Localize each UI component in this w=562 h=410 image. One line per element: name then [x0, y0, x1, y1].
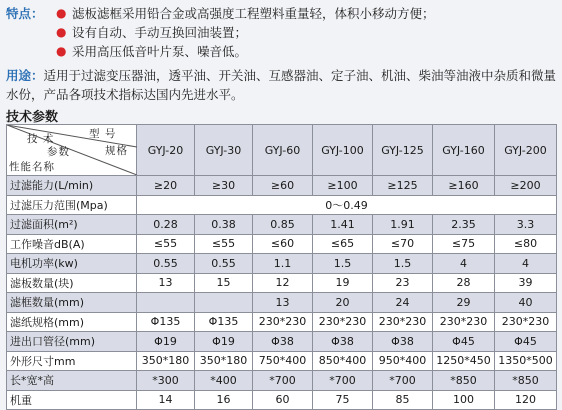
table-cell: 20: [313, 293, 373, 313]
feature-row-1: [6, 4, 558, 23]
features-section: [6, 4, 558, 61]
model-header: GYJ-30: [195, 125, 253, 176]
table-cell: Φ19: [137, 332, 195, 352]
table-row: [7, 234, 557, 254]
table-cell: ≥30: [195, 176, 253, 196]
table-cell: 39: [495, 273, 557, 293]
table-row: [7, 176, 557, 196]
table-cell: 1350*500: [495, 351, 557, 371]
table-cell: 230*230: [313, 312, 373, 332]
row-label: 过滤压力范围(Mpa): [7, 195, 137, 215]
usage-text: 适用于过滤变压器油，透平油、开关油、互感器油、定子油、机油、柴油等油液中杂质和微量水份，产品各项技术指标达国内先进水平。: [6, 68, 557, 102]
feature-item: 采用高压低音叶片泵、噪音低。: [72, 44, 248, 59]
table-cell: 230*230: [433, 312, 495, 332]
table-cell: ≥125: [373, 176, 433, 196]
table-cell: 14: [137, 390, 195, 410]
table-cell: 1.5: [313, 254, 373, 274]
table-cell: *300: [137, 371, 195, 391]
table-row: [7, 195, 557, 215]
table-row: [7, 273, 557, 293]
row-label: 外形尺寸mm: [7, 351, 137, 371]
table-cell: ≤70: [373, 234, 433, 254]
table-cell: 4: [495, 254, 557, 274]
table-cell: 29: [433, 293, 495, 313]
table-cell: Φ45: [495, 332, 557, 352]
table-cell: ≤60: [253, 234, 313, 254]
table-cell: ≤55: [137, 234, 195, 254]
model-header: GYJ-200: [495, 125, 557, 176]
table-cell: 1250*450: [433, 351, 495, 371]
table-row: [7, 293, 557, 313]
table-cell: *700: [373, 371, 433, 391]
table-cell: *850: [495, 371, 557, 391]
table-row: [7, 390, 557, 410]
table-cell: 13: [137, 273, 195, 293]
bullet-icon: ●: [56, 6, 67, 20]
table-row: [7, 254, 557, 274]
header-perf-label: 性能名称: [9, 161, 55, 173]
table-cell: ≥200: [495, 176, 557, 196]
header-spec-label: 规格: [105, 145, 128, 157]
row-label: 过滤能力(L/min): [7, 176, 137, 196]
table-cell: 750*400: [253, 351, 313, 371]
feature-row-2: [6, 23, 558, 42]
table-cell: ≤75: [433, 234, 495, 254]
table-cell: 12: [253, 273, 313, 293]
table-cell: 850*400: [313, 351, 373, 371]
table-cell: 16: [195, 390, 253, 410]
table-cell: ≤80: [495, 234, 557, 254]
table-cell: Φ45: [433, 332, 495, 352]
diagonal-header-cell: [7, 125, 137, 176]
row-label: 工作噪音dB(A): [7, 234, 137, 254]
table-cell: 1.5: [373, 254, 433, 274]
table-cell: 350*180: [195, 351, 253, 371]
row-label: 长*宽*高: [7, 371, 137, 391]
row-label: 机重: [7, 390, 137, 410]
features-label: 特点：: [6, 6, 44, 21]
table-cell: ≤55: [195, 234, 253, 254]
table-cell: *850: [433, 371, 495, 391]
table-cell: 4: [433, 254, 495, 274]
table-cell: 0.85: [253, 215, 313, 235]
tech-params-title: 技术参数: [6, 110, 59, 125]
model-header: GYJ-100: [313, 125, 373, 176]
table-cell: 85: [373, 390, 433, 410]
table-cell: 60: [253, 390, 313, 410]
usage-section: [6, 66, 558, 104]
table-cell: ≥20: [137, 176, 195, 196]
table-cell: *400: [195, 371, 253, 391]
table-cell: Φ38: [373, 332, 433, 352]
table-cell: Φ38: [313, 332, 373, 352]
row-label: 滤纸规格(mm): [7, 312, 137, 332]
table-cell: *700: [313, 371, 373, 391]
table-cell: 120: [495, 390, 557, 410]
table-cell: 0.55: [195, 254, 253, 274]
table-cell: ≥100: [313, 176, 373, 196]
feature-item: 设有自动、手动互换回油装置；: [72, 25, 248, 40]
spec-table: [6, 124, 556, 410]
table-cell: 350*180: [137, 351, 195, 371]
table-cell: 950*400: [373, 351, 433, 371]
header-tech-label: 技 术: [27, 133, 55, 145]
table-cell: 1.1: [253, 254, 313, 274]
table-row: [7, 332, 557, 352]
table-row: [7, 312, 557, 332]
table-cell: [195, 293, 253, 313]
table-header-row: [7, 125, 557, 176]
table-row: [7, 215, 557, 235]
table-cell: 2.35: [433, 215, 495, 235]
table-cell: 3.3: [495, 215, 557, 235]
table-cell: [137, 293, 195, 313]
table-cell: Φ135: [137, 312, 195, 332]
model-header: GYJ-20: [137, 125, 195, 176]
row-label: 进出口管径(mm): [7, 332, 137, 352]
header-params-label: 参数: [47, 146, 70, 158]
table-cell: 0.28: [137, 215, 195, 235]
table-cell: ≥160: [433, 176, 495, 196]
table-cell: Φ19: [195, 332, 253, 352]
bullet-icon: ●: [56, 25, 67, 39]
table-cell: 13: [253, 293, 313, 313]
table-cell: 24: [373, 293, 433, 313]
table-cell: 0～0.49: [137, 195, 557, 215]
usage-label: 用途：: [6, 68, 44, 83]
table-cell: 230*230: [495, 312, 557, 332]
row-label: 滤板数量(块): [7, 273, 137, 293]
table-cell: 1.41: [313, 215, 373, 235]
table-cell: 19: [313, 273, 373, 293]
table-cell: 1.91: [373, 215, 433, 235]
table-cell: 23: [373, 273, 433, 293]
row-label: 电机功率(kw): [7, 254, 137, 274]
table-cell: ≥60: [253, 176, 313, 196]
table-cell: 28: [433, 273, 495, 293]
feature-row-3: [6, 42, 558, 61]
row-label: 滤框数量(mm): [7, 293, 137, 313]
table-cell: 0.55: [137, 254, 195, 274]
table-cell: 230*230: [373, 312, 433, 332]
bullet-icon: ●: [56, 44, 67, 58]
feature-item: 滤板滤框采用铅合金或高强度工程塑料重量轻，体积小移动方便；: [72, 6, 435, 21]
table-cell: 230*230: [253, 312, 313, 332]
table-cell: 75: [313, 390, 373, 410]
table-cell: 0.38: [195, 215, 253, 235]
row-label: 过滤面积(m²): [7, 215, 137, 235]
model-header: GYJ-160: [433, 125, 495, 176]
table-cell: Φ135: [195, 312, 253, 332]
table-cell: *700: [253, 371, 313, 391]
table-cell: 100: [433, 390, 495, 410]
table-cell: 40: [495, 293, 557, 313]
model-header: GYJ-60: [253, 125, 313, 176]
header-model-label: 型 号: [89, 128, 117, 140]
table-row: [7, 351, 557, 371]
table-cell: Φ38: [253, 332, 313, 352]
table-cell: ≤65: [313, 234, 373, 254]
table-cell: 15: [195, 273, 253, 293]
table-row: [7, 371, 557, 391]
model-header: GYJ-125: [373, 125, 433, 176]
